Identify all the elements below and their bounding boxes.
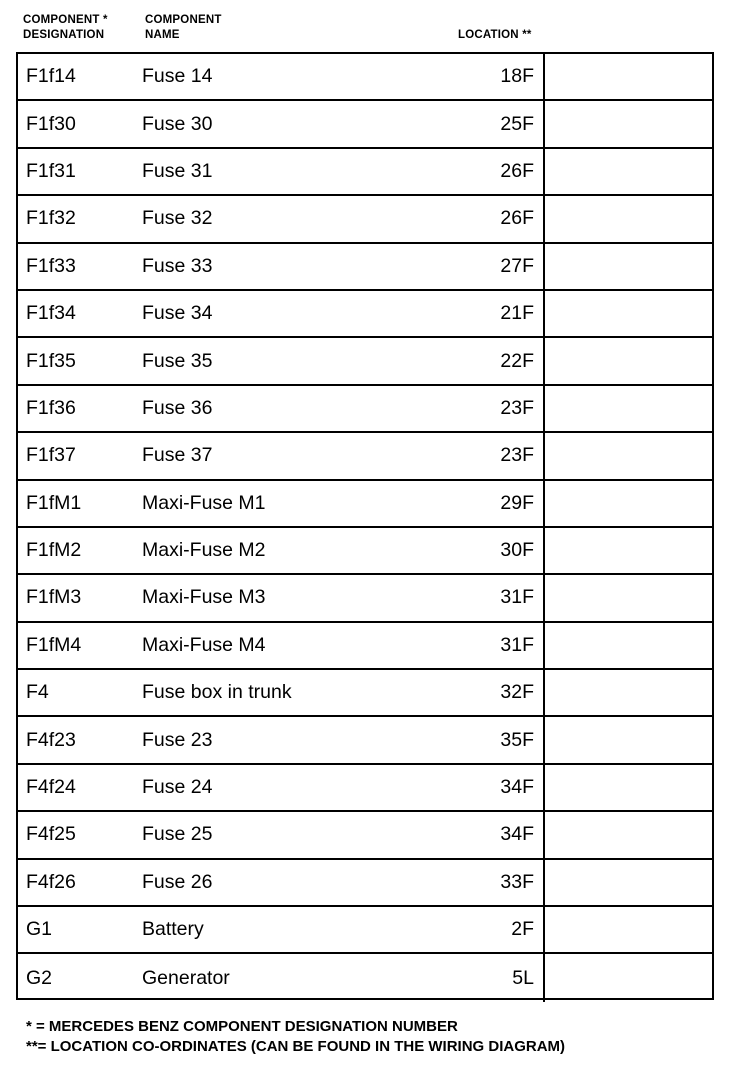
component-name-cell: Battery: [142, 918, 204, 941]
component-name-cell: Fuse 31: [142, 159, 213, 182]
designation-cell: F1f30: [26, 112, 76, 135]
component-name-cell: Fuse 23: [142, 728, 213, 751]
component-name-cell: Maxi-Fuse M4: [142, 633, 266, 656]
table-row: [18, 54, 712, 101]
column-divider: [543, 860, 545, 905]
component-name-cell: Fuse 36: [142, 396, 213, 419]
column-divider: [543, 575, 545, 620]
designation-cell: F4f26: [26, 870, 76, 893]
column-divider: [543, 244, 545, 289]
table-row: [18, 338, 712, 385]
table-row: [18, 481, 712, 528]
location-cell: 26F: [500, 207, 534, 230]
column-divider: [543, 101, 545, 146]
designation-cell: F1fM3: [26, 586, 82, 609]
column-divider: [543, 386, 545, 431]
column-divider: [543, 196, 545, 241]
table-row: [18, 291, 712, 338]
location-cell: 27F: [500, 254, 534, 277]
location-cell: 26F: [500, 159, 534, 182]
designation-cell: F1f33: [26, 254, 76, 277]
component-name-cell: Fuse 30: [142, 112, 213, 135]
table-row: [18, 244, 712, 291]
name-header-line1: COMPONENT: [145, 14, 222, 26]
column-divider: [543, 717, 545, 762]
table-row: [18, 860, 712, 907]
location-cell: 25F: [500, 112, 534, 135]
designation-header-line1: COMPONENT *: [23, 14, 108, 26]
table-row: [18, 101, 712, 148]
column-divider: [543, 907, 545, 952]
table-row: [18, 670, 712, 717]
table-row: [18, 765, 712, 812]
component-name-cell: Fuse 33: [142, 254, 213, 277]
column-divider: [543, 433, 545, 478]
location-cell: 22F: [500, 349, 534, 372]
table-row: [18, 386, 712, 433]
component-name-cell: Fuse 14: [142, 65, 213, 88]
location-cell: 23F: [500, 444, 534, 467]
footnote-designation: * = MERCEDES BENZ COMPONENT DESIGNATION NUMBER: [26, 1018, 458, 1035]
location-cell: 23F: [500, 396, 534, 419]
table-row: [18, 907, 712, 954]
designation-column-header: [23, 13, 108, 43]
component-name-cell: Maxi-Fuse M3: [142, 586, 266, 609]
designation-cell: F1f34: [26, 302, 76, 325]
location-cell: 30F: [500, 539, 534, 562]
location-cell: 31F: [500, 633, 534, 656]
name-header-line2: NAME: [145, 29, 180, 41]
designation-cell: F1f32: [26, 207, 76, 230]
designation-cell: F4: [26, 681, 49, 704]
designation-cell: F4f23: [26, 728, 76, 751]
location-header: LOCATION **: [458, 29, 532, 41]
designation-cell: F1f14: [26, 65, 76, 88]
column-divider: [543, 481, 545, 526]
location-cell: 21F: [500, 302, 534, 325]
footnote-location: **= LOCATION CO-ORDINATES (CAN BE FOUND IN THE WIRING DIAGRAM): [26, 1038, 566, 1055]
column-divider: [543, 291, 545, 336]
designation-cell: F4f25: [26, 823, 76, 846]
designation-cell: F1f35: [26, 349, 76, 372]
location-column-header: [458, 28, 532, 43]
designation-cell: F1fM2: [26, 539, 82, 562]
designation-cell: G2: [26, 966, 53, 989]
column-divider: [543, 149, 545, 194]
component-name-cell: Fuse 35: [142, 349, 213, 372]
column-divider: [543, 54, 545, 99]
column-divider: [543, 623, 545, 668]
table-row: [18, 149, 712, 196]
table-row: [18, 812, 712, 859]
location-cell: 35F: [500, 728, 534, 751]
component-name-cell: Generator: [142, 966, 230, 989]
designation-cell: F1fM4: [26, 633, 82, 656]
location-cell: 5L: [512, 966, 534, 989]
component-name-cell: Fuse 24: [142, 776, 213, 799]
designation-cell: F1f37: [26, 444, 76, 467]
component-name-cell: Fuse 26: [142, 870, 213, 893]
column-divider: [543, 338, 545, 383]
table-row: [18, 575, 712, 622]
location-cell: 29F: [500, 491, 534, 514]
column-divider: [543, 765, 545, 810]
designation-header-line2: DESIGNATION: [23, 29, 105, 41]
designation-cell: F4f24: [26, 776, 76, 799]
component-name-cell: Fuse 34: [142, 302, 213, 325]
component-name-cell: Fuse 25: [142, 823, 213, 846]
table-row: [18, 623, 712, 670]
location-cell: 33F: [500, 870, 534, 893]
location-cell: 2F: [511, 918, 534, 941]
component-table: [16, 52, 714, 1000]
location-cell: 34F: [500, 823, 534, 846]
table-row: [18, 954, 712, 1001]
column-divider: [543, 528, 545, 573]
location-cell: 31F: [500, 586, 534, 609]
table-row: [18, 717, 712, 764]
component-name-cell: Fuse 37: [142, 444, 213, 467]
table-row: [18, 528, 712, 575]
location-cell: 32F: [500, 681, 534, 704]
column-divider: [543, 670, 545, 715]
column-divider: [543, 812, 545, 857]
location-cell: 34F: [500, 776, 534, 799]
component-name-cell: Fuse 32: [142, 207, 213, 230]
component-name-cell: Fuse box in trunk: [142, 681, 292, 704]
component-name-cell: Maxi-Fuse M1: [142, 491, 266, 514]
location-cell: 18F: [500, 65, 534, 88]
designation-cell: G1: [26, 918, 53, 941]
name-column-header: [145, 13, 222, 43]
table-row: [18, 433, 712, 480]
designation-cell: F1fM1: [26, 491, 82, 514]
column-divider: [543, 954, 545, 1001]
designation-cell: F1f31: [26, 159, 76, 182]
component-name-cell: Maxi-Fuse M2: [142, 539, 266, 562]
designation-cell: F1f36: [26, 396, 76, 419]
table-row: [18, 196, 712, 243]
